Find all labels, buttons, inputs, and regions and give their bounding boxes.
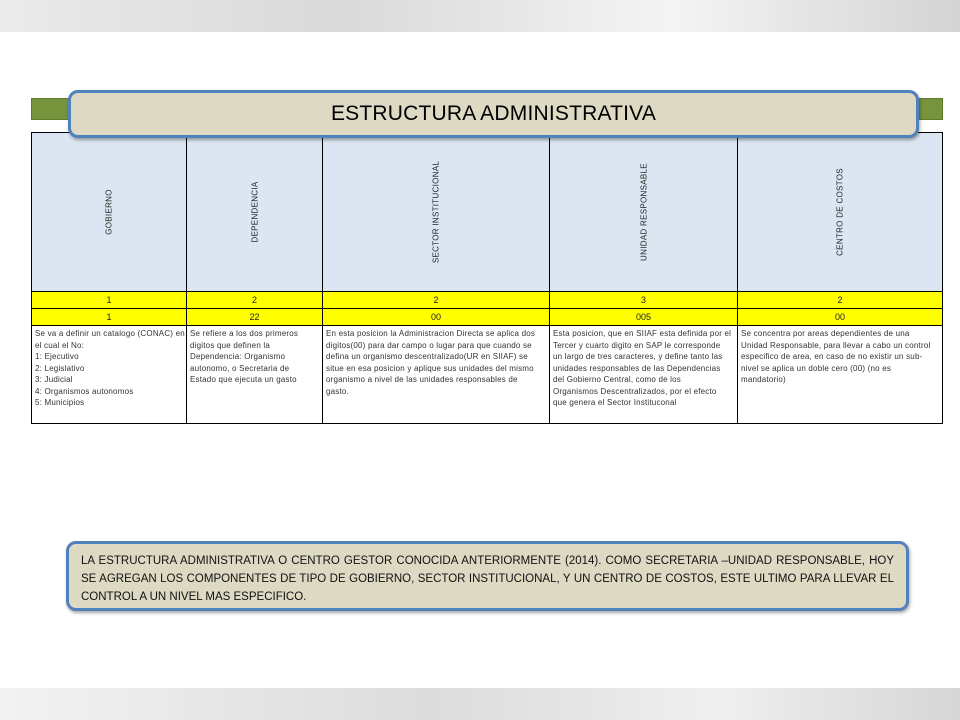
description-line: un largo de tres caracteres, y define tanto las xyxy=(553,352,723,361)
header-label: SECTOR INSTITUCIONAL xyxy=(431,160,441,264)
description-line: unidades responsables de las Dependencias xyxy=(553,363,721,373)
description-cell-dependencia xyxy=(187,326,323,424)
example-cell: 00 xyxy=(738,309,943,326)
description-line: defina un organismo descentralizado(UR en SIIAF) se xyxy=(326,352,528,361)
example-cell: 22 xyxy=(187,309,323,326)
header-label: GOBIERNO xyxy=(104,189,114,235)
example-cell: 005 xyxy=(550,309,738,326)
header-cell-unidad-responsable xyxy=(550,133,738,292)
header-row xyxy=(32,133,943,292)
description-line: Se va a definir un catalogo (CONAC) en xyxy=(35,329,185,338)
description-line: 4: Organismos autonomos xyxy=(35,386,134,396)
description-line: Organismos Descentralizados, por el efecto xyxy=(553,386,717,396)
description-line: especifico de area, en caso de no existir un sub- xyxy=(741,352,923,361)
examples-row xyxy=(32,309,943,326)
description-cell-centro-de-costos xyxy=(738,326,943,424)
digits-cell: 2 xyxy=(187,292,323,309)
title-banner xyxy=(68,90,919,138)
page-title: ESTRUCTURA ADMINISTRATIVA xyxy=(330,102,657,125)
header-label: DEPENDENCIA xyxy=(250,181,259,243)
description-line: Estado que ejecuta un gasto xyxy=(190,375,297,384)
description-line: autonomo, o Secretaria de xyxy=(190,363,290,373)
description-cell-gobierno xyxy=(32,326,187,424)
description-line: digitos que definen la xyxy=(190,340,271,350)
example-cell: 1 xyxy=(32,309,187,326)
description-line: mandatorio) xyxy=(741,375,786,384)
description-line: digitos(00) para dar campo o lugar para que cuando se xyxy=(326,340,532,350)
description-line: organismo a nivel de las unidades responsables de xyxy=(326,375,518,384)
header-label: CENTRO DE COSTOS xyxy=(835,168,845,256)
note-callout xyxy=(66,541,909,611)
note-text: LA ESTRUCTURA ADMINISTRATIVA O CENTRO GESTOR CONOCIDA ANTERIORMENTE (2014). COMO SECRETARIA –UNIDAD RESPONSABLE, HOY SE AGREGAN LOS COMPONENTES DE TIPO DE GOBIERNO, SECTOR INSTITUCIONAL, Y UN CENTRO DE COSTOS, ESTE ULTIMO PARA LLEVAR EL CONTROL A UN NIVEL MAS ESPECIFICO. xyxy=(81,555,894,603)
description-line: situe en esa posicion y aplique sus unidades del mismo xyxy=(326,363,534,373)
example-cell: 00 xyxy=(323,309,550,326)
header-cell-centro-de-costos xyxy=(738,133,943,292)
description-line: 5: Municipios xyxy=(35,398,85,407)
bottom-decorative-band xyxy=(0,688,960,720)
description-line: Esta posicion, que en SIIAF esta definida por el xyxy=(553,329,732,338)
description-row xyxy=(32,326,943,424)
header-cell-sector-institucional xyxy=(323,133,550,292)
description-line: el cual el No: xyxy=(35,340,85,350)
header-label: UNIDAD RESPONSABLE xyxy=(639,163,648,261)
digits-cell: 3 xyxy=(550,292,738,309)
description-line: Se concentra por areas dependientes de una xyxy=(741,329,910,338)
description-line: En esta posicion la Administracion Directa se aplica dos xyxy=(326,329,536,338)
structure-table xyxy=(31,132,943,424)
digits-cell: 1 xyxy=(32,292,187,309)
digits-cell: 2 xyxy=(738,292,943,309)
description-line: 3: Judicial xyxy=(35,375,73,384)
description-line: nivel se aplica un doble cero (00) (no es xyxy=(741,363,892,373)
description-cell-unidad-responsable xyxy=(550,326,738,424)
description-line: que genera el Sector Instituconal xyxy=(553,398,677,407)
description-line: 1: Ejecutivo xyxy=(35,352,79,361)
description-line: Unidad Responsable, para llevar a cabo un control xyxy=(741,340,931,350)
digits-cell: 2 xyxy=(323,292,550,309)
description-line: Tercer y cuarto digito en SAP le corresponde xyxy=(553,340,721,350)
digits-row xyxy=(32,292,943,309)
top-decorative-band xyxy=(0,0,960,32)
description-line: 2: Legislativo xyxy=(35,363,85,373)
description-line: Dependencia: Organismo xyxy=(190,352,286,361)
header-cell-gobierno xyxy=(32,133,187,292)
description-line: Se refiere a los dos primeros xyxy=(190,329,299,338)
description-line: gasto. xyxy=(326,386,349,396)
header-cell-dependencia xyxy=(187,133,323,292)
description-cell-sector-institucional xyxy=(323,326,550,424)
description-line: del Gobierno Central, como de los xyxy=(553,375,681,384)
